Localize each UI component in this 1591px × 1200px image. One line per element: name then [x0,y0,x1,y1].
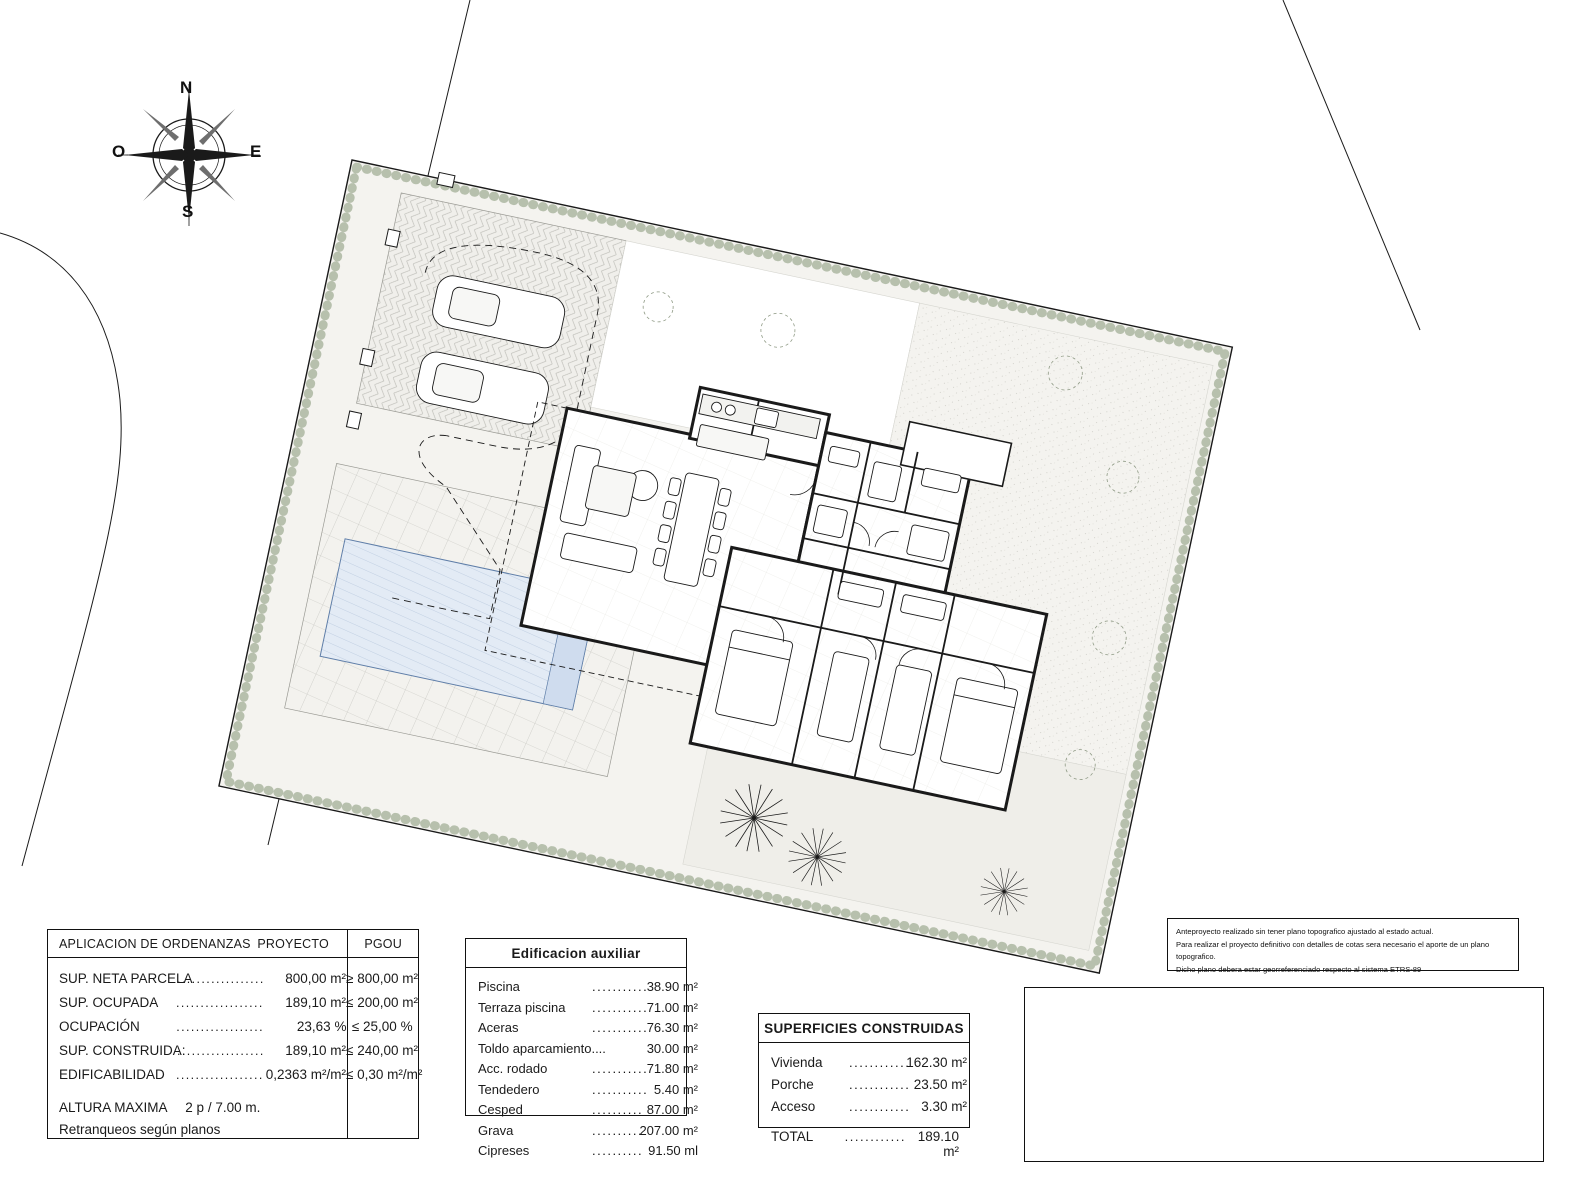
title-block [1024,987,1544,1162]
row-dots: ............ [849,1055,911,1070]
list-item [771,1074,967,1096]
list-item [478,1100,698,1121]
row-value: 207.00 m² [639,1122,698,1138]
row-label: EDIFICABILIDAD [59,1067,165,1082]
row-dots: ........... [592,1020,649,1035]
row-value: 87.00 m² [646,1102,698,1117]
row-label: Acc. rodado [478,1061,548,1076]
auxiliary-table-title: Edificacion auxiliar [511,946,641,961]
row-project-value: 189,10 m² [285,995,347,1010]
total-value: 189.10 m² [917,1129,959,1159]
row-label: SUP. CONSTRUIDA: [59,1043,186,1058]
compass-label-south: S [182,202,194,221]
row-pgou-value: ≥ 800,00 m² [346,971,418,986]
list-item [478,1018,698,1039]
list-item [478,998,698,1019]
row-label: Grava [478,1122,514,1138]
row-dots: ........... [592,1081,649,1097]
built-areas-title: SUPERFICIES CONSTRUIDAS [764,1021,964,1036]
built-areas-total-row [759,1122,969,1159]
built-areas-table [758,1013,970,1159]
row-dots: .................. [176,996,264,1010]
row-label: Terraza piscina [478,999,566,1015]
list-item [771,1052,967,1074]
list-item [478,1141,698,1162]
row-value: 38.90 m² [646,979,698,994]
disclaimer-note-box [1167,918,1519,974]
row-value: 91.50 ml [648,1143,698,1158]
row-dots: .................. [177,972,265,986]
list-item [478,977,698,998]
list-item [478,1059,698,1080]
auxiliary-building-table [465,938,698,1158]
row-value: 5.40 m² [653,1081,698,1097]
row-dots: .................. [175,1068,264,1082]
max-height-label: ALTURA MAXIMA [59,1100,168,1115]
total-label: TOTAL [771,1129,814,1144]
row-dots: ........... [592,999,649,1015]
row-label: Cipreses [478,1143,530,1158]
row-label: Vivienda [771,1055,823,1070]
list-item [478,1080,698,1101]
compass-label-north: N [180,78,193,97]
ordinances-table-divider-1 [347,930,348,1138]
ordinances-table-header [48,930,418,957]
row-pgou-value: ≤ 0,30 m²/m² [346,1067,423,1082]
ordinances-header-col2: PROYECTO [257,937,329,951]
row-value: 71.80 m² [646,1061,698,1076]
note-line-2: Para realizar el proyecto definitivo con detalles de cotas sera necesario el aporte de un plano topografico. [1176,939,1490,961]
row-label: Aceras [478,1020,519,1035]
row-value: 76.30 m² [646,1020,698,1035]
ordinances-rows [48,958,423,1089]
ordinances-footer [48,1089,418,1141]
table-row [48,991,418,1015]
table-row [48,1039,418,1063]
ordinances-table [47,929,423,1139]
list-item [478,1039,698,1060]
row-dots: .......... [592,1122,644,1138]
compass-label-west: O [112,142,126,161]
row-label: Porche [771,1077,814,1092]
row-project-value: 23,63 % [296,1019,347,1034]
row-value: 162.30 m² [906,1055,967,1070]
row-label: Toldo aparcamiento.... [478,1040,606,1056]
row-label: Cesped [478,1102,523,1117]
row-pgou-value: ≤ 240,00 m² [346,1043,418,1058]
ordinances-header-col1: APLICACION DE ORDENANZAS [59,937,251,951]
max-height-value: 2 p / 7.00 m. [185,1100,261,1115]
total-dots: ............ [844,1129,906,1144]
row-label: Piscina [478,979,520,994]
table-row [48,1063,423,1087]
row-dots: ............ [849,1077,911,1092]
max-height-row [59,1097,418,1119]
ordinances-header-col3: PGOU [364,937,402,951]
row-dots: .................. [177,1044,265,1058]
row-label: SUP. OCUPADA [59,995,159,1010]
row-project-value: 189,10 m² [285,1043,347,1058]
note-line-3: Dicho plano debera estar georreferenciado respecto al sistema ETRS-89 [1176,964,1422,974]
note-line-1: Anteproyecto realizado sin tener plano topografico ajustado al estado actual. [1176,927,1434,936]
row-value: 71.00 m² [646,999,698,1015]
row-dots: ............ [849,1099,911,1114]
row-dots: .......... [592,1102,644,1117]
auxiliary-rows [466,968,698,1171]
row-dots: ........... [592,979,649,994]
compass-label-east: E [250,142,262,161]
row-pgou-value: ≤ 25,00 % [351,1019,413,1034]
list-item [771,1096,967,1118]
row-pgou-value: ≤ 200,00 m² [346,995,418,1010]
row-label: Acceso [771,1099,816,1114]
row-project-value: 800,00 m² [285,971,347,986]
row-project-value: 0,2363 m²/m² [265,1067,346,1082]
list-item [478,1121,698,1142]
row-value: 23.50 m² [913,1077,967,1092]
table-row [48,1015,418,1039]
row-value: 30.00 m² [646,1040,698,1056]
row-dots: .................. [176,1020,264,1034]
setbacks-note: Retranqueos según planos [59,1122,221,1137]
row-dots: .......... [592,1143,644,1158]
row-label: OCUPACIÓN [59,1019,140,1034]
compass-rose [104,70,274,240]
built-areas-rows [759,1043,969,1122]
row-value: 3.30 m² [921,1099,967,1114]
row-label: Tendedero [478,1081,540,1097]
row-label: SUP. NETA PARCELA [59,971,193,986]
table-row [48,967,418,991]
row-dots: ........... [592,1061,649,1076]
